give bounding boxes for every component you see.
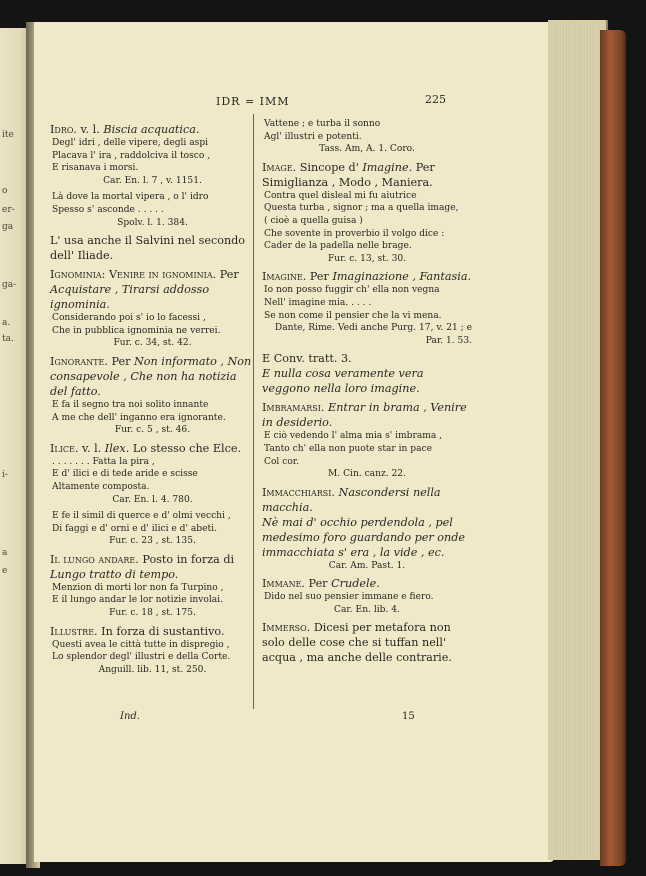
signature-mark: 15 bbox=[402, 711, 415, 722]
left-page-fragment: ta. bbox=[2, 334, 14, 344]
entry-lemma: Image. bbox=[262, 160, 297, 174]
entry-note: In forza di sustantivo. bbox=[97, 624, 225, 638]
quotation-line: ( cioè a quella guisa ) bbox=[264, 215, 363, 226]
citation: Car. En. l. 4. 780. bbox=[112, 494, 193, 505]
left-page-fragment: ga bbox=[2, 222, 14, 232]
entry-note: v. l. bbox=[76, 123, 104, 136]
entry-gloss: Imagine. bbox=[362, 160, 413, 174]
quotation-line: Agl' illustri e potenti. bbox=[264, 131, 362, 142]
entry-gloss: Imaginazione , Fantasia. bbox=[332, 270, 472, 284]
entry-lemma: Ilice. bbox=[50, 441, 79, 455]
page-number: 225 bbox=[425, 93, 446, 106]
commentary: E Conv. tratt. 3. bbox=[262, 352, 352, 366]
left-column bbox=[50, 118, 255, 680]
commentary-quote: Nè mai d' occhio perdendola , pel medesimo foro guardando per onde immacchiata s' era , la vide , ec. bbox=[262, 515, 466, 559]
quotation-line: Menzion di morti lor non fa Turpino , bbox=[52, 582, 224, 593]
citation: Tass. Am, A. 1. Coro. bbox=[319, 144, 415, 155]
quotation-line: Col cor. bbox=[264, 456, 300, 467]
citation: Fur. c. 18 , st. 175. bbox=[109, 608, 196, 619]
quotation-line: Considerando poi s' io lo facessi , bbox=[52, 313, 206, 324]
quotation-line: Di faggi e d' orni e d' ilici e d' abeti. bbox=[52, 523, 217, 534]
quotation-line: Se non come il pensier che la vi mena. bbox=[264, 310, 442, 321]
entry-lemma: Il lungo andare. bbox=[50, 552, 139, 566]
entry-gloss: Biscia acquatica. bbox=[103, 123, 200, 136]
entry-lemma: Immerso. bbox=[262, 621, 311, 635]
entry-note: Per bbox=[306, 270, 333, 284]
citation: Fur. c. 23 , st. 135. bbox=[109, 536, 196, 547]
entry-lemma: Idro. bbox=[50, 123, 77, 136]
entry-lemma: Immacchiarsi. bbox=[262, 485, 335, 499]
left-page-fragment: er- bbox=[2, 205, 15, 215]
right-column bbox=[262, 118, 472, 665]
citation: Spolv. l. 1. 384. bbox=[117, 217, 188, 228]
left-page-fragment: a bbox=[2, 548, 8, 558]
quotation-line: Là dove la mortal vipera , o l' idro bbox=[52, 192, 209, 203]
left-page-fragment: ga- bbox=[2, 280, 17, 290]
citation: Anguill. lib. 11, st. 250. bbox=[98, 664, 207, 675]
citation: Car. En. lib. 4. bbox=[334, 604, 400, 615]
entry-gloss: Entrar in brama , Venire in desiderio. bbox=[262, 401, 467, 430]
quotation-line: A me che dell' inganno era ignorante. bbox=[52, 412, 226, 423]
quotation-line: E il lungo andar le lor notizie involai. bbox=[52, 595, 223, 606]
left-page-fragment: e bbox=[2, 566, 8, 576]
entry-tail: Lo stesso che Elce. bbox=[129, 441, 242, 455]
quotation-line: Che in pubblica ignominia ne verrei. bbox=[52, 325, 221, 336]
quotation-line: Vattene ; e turba il sonno bbox=[264, 119, 381, 129]
quotation-line: Tanto ch' ella non puote star in pace bbox=[264, 443, 433, 454]
quotation-line: Dido nel suo pensier immane e fiero. bbox=[264, 592, 434, 603]
entry-headword bbox=[262, 620, 472, 665]
entry-note: Per bbox=[216, 268, 239, 282]
page-stack-edges bbox=[548, 20, 608, 860]
entry-headword bbox=[50, 624, 255, 639]
book-cover-edge bbox=[600, 30, 626, 866]
entry-note: Posto in forza di bbox=[138, 552, 235, 566]
catchword: Ind. bbox=[120, 711, 140, 722]
entry-headword bbox=[50, 354, 255, 399]
entry-gloss: Lungo tratto di tempo. bbox=[50, 567, 179, 581]
entry-gloss: Non informato , Non consapevole , Che non ha notizia del fatto. bbox=[50, 354, 252, 398]
quotation-line: Spesso s' asconde . . . . . bbox=[52, 204, 164, 215]
citation: Dante, Rime. Vedi anche Purg. 17, v. 21 ; e Par. 1. 53. bbox=[274, 323, 472, 346]
quotation-line: Contra quel disleal mi fu aiutrice bbox=[264, 190, 417, 201]
left-page-fragment: i- bbox=[2, 470, 8, 480]
entry-lemma: Imagine. bbox=[262, 270, 307, 284]
entry-gloss: Nascondersi nella macchia. bbox=[262, 485, 441, 514]
quotation-line: Che sovente in proverbio il volgo dice : bbox=[264, 228, 445, 239]
quotation-line: . . . . . . . Fatta la pira , bbox=[52, 456, 155, 467]
quotation-line: Degl' idri , delle vipere, degli aspi bbox=[52, 138, 209, 148]
commentary: L' usa anche il Salvini nel secondo dell' Iliade. bbox=[50, 234, 246, 263]
entry-headword bbox=[50, 122, 255, 137]
entry-note: v. l. bbox=[78, 441, 105, 455]
entry-note: Sincope d' bbox=[296, 160, 363, 174]
entry-gloss: Acquistare , Tirarsi addosso ignominia. bbox=[50, 283, 210, 312]
left-page-fragment: a. bbox=[2, 318, 11, 328]
quotation-line: E fa il segno tra noi solito innante bbox=[52, 399, 209, 410]
quotation-line: Questi avea le città tutte in dispregio , bbox=[52, 639, 230, 650]
entry-headword bbox=[262, 160, 472, 190]
quotation-line: Altamente composta. bbox=[52, 481, 150, 492]
citation: Fur. c. 5 , st. 46. bbox=[114, 425, 191, 436]
quotation-line: E d' ilici e di tede aride e scisse bbox=[52, 469, 198, 480]
entry-headword bbox=[262, 400, 472, 430]
entry-lemma: Ignominia: Venire in ignominia. bbox=[50, 268, 217, 282]
column-rule bbox=[253, 114, 254, 709]
quotation-line: Lo splendor degl' illustri e della Corte. bbox=[52, 652, 231, 663]
quotation-line: Cader de la padella nelle brage. bbox=[264, 241, 412, 252]
entry-headword bbox=[50, 267, 255, 312]
citation: Car. Am. Past. 1. bbox=[328, 560, 406, 571]
entry-headword bbox=[262, 269, 472, 284]
left-page-fragment: o bbox=[2, 186, 8, 196]
commentary-quote: E nulla cosa veramente vera veggono nella loro imagine. bbox=[262, 367, 424, 396]
running-head: IDR = IMM bbox=[216, 95, 290, 108]
citation: Fur. c. 13, st. 30. bbox=[327, 253, 407, 264]
entry-lemma: Immane. bbox=[262, 577, 305, 591]
entry-tail: Per Simiglianza , Modo , Maniera. bbox=[262, 160, 435, 189]
quotation-line: Placava l' ira , raddolciva il tosco , bbox=[52, 150, 211, 161]
entry-lemma: Ignorante. bbox=[50, 354, 108, 368]
quotation-line: Io non posso fuggir ch' ella non vegna bbox=[264, 285, 440, 296]
quotation-line: E risanava i morsi. bbox=[52, 163, 139, 174]
quotation-line: Questa turba , signor ; ma a quella image, bbox=[264, 203, 459, 214]
entry-note: Per bbox=[107, 354, 135, 368]
entry-lemma: Illustre. bbox=[50, 624, 98, 638]
entry-gloss: Ilex. bbox=[104, 441, 130, 455]
left-page-fragment: ite bbox=[2, 130, 14, 140]
entry-note: Per bbox=[304, 577, 332, 591]
entry-headword bbox=[262, 576, 472, 591]
entry-headword bbox=[262, 485, 472, 515]
quotation-line: Nell' imagine mia. . . . . bbox=[264, 297, 372, 308]
quotation-line: E fe il simil di querce e d' olmi vecchi , bbox=[52, 511, 231, 522]
entry-gloss: Crudele. bbox=[331, 577, 380, 591]
citation: Fur. c. 34, st. 42. bbox=[113, 338, 192, 349]
entry-lemma: Imbramarsi. bbox=[262, 401, 325, 415]
entry-headword bbox=[50, 552, 255, 582]
quotation-line: E ciò vedendo l' alma mia s' imbrama , bbox=[264, 431, 443, 442]
entry-headword bbox=[50, 441, 255, 456]
citation: M. Cin. canz. 22. bbox=[327, 469, 406, 480]
citation: Car. En. l. 7 , v. 1151. bbox=[103, 175, 202, 186]
entry-note: Dicesi per metafora non solo delle cose che si tuffan nell' acqua , ma anche delle contrarie. bbox=[262, 621, 452, 665]
